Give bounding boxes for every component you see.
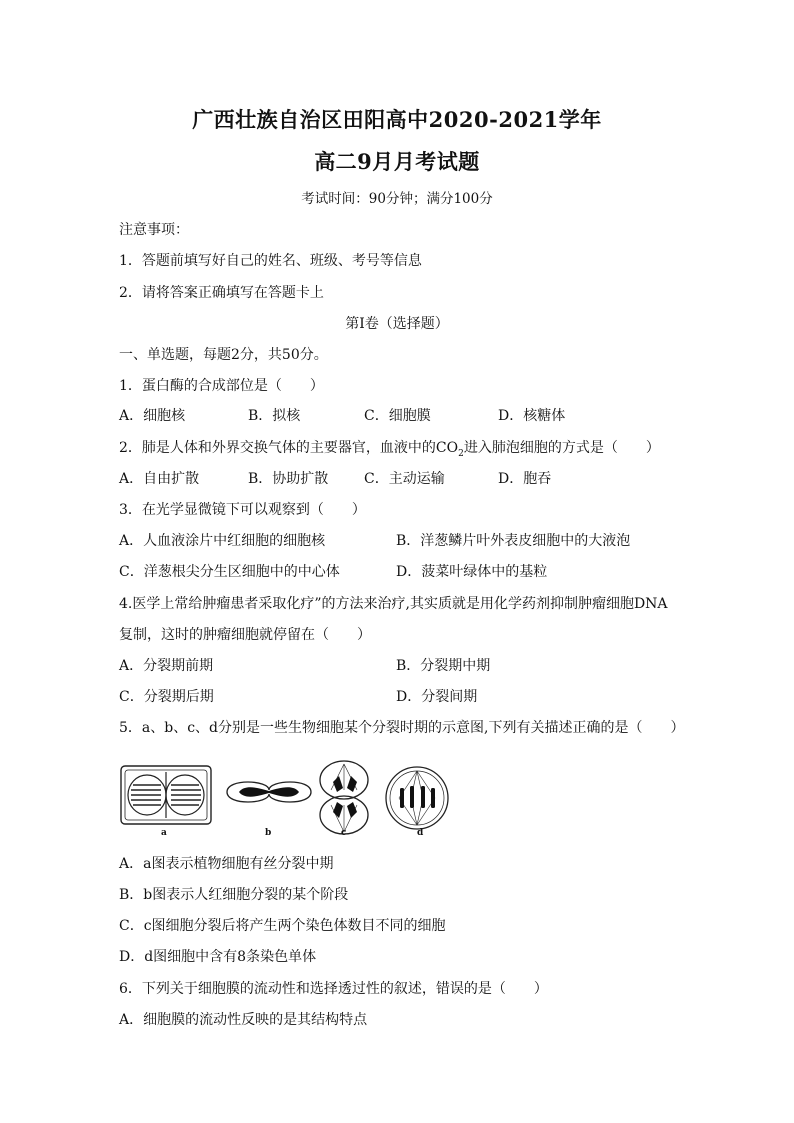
question-2-option-b: B．协助扩散 xyxy=(248,471,329,487)
question-2-stem-post: 进入肺泡细胞的方式是（ ） xyxy=(463,440,660,456)
question-5-option-b: B．b图表示人红细胞分裂的某个阶段 xyxy=(119,887,349,903)
question-4-option-a: A．分裂期前期 xyxy=(119,658,214,674)
question-5-stem: 5．a、b、c、d分别是一些生物细胞某个分裂时期的示意图,下列有关描述正确的是（ ） xyxy=(119,720,685,736)
figure-label-a: a xyxy=(161,828,167,838)
question-3-option-a: A．人血液涂片中红细胞的细胞核 xyxy=(119,533,326,549)
section-heading: 一、单选题，每题2分，共50分。 xyxy=(119,347,328,363)
figure-label-d: d xyxy=(417,828,424,838)
part-title: 第I卷（选择题） xyxy=(345,316,449,332)
question-4-option-c: C．分裂期后期 xyxy=(119,689,214,705)
question-4-stem-line1: 4.医学上常给肿瘤患者采取化疗”的方法来治疗,其实质就是用化学药剂抑制肿瘤细胞DNA xyxy=(119,596,668,612)
exam-info: 考试时间：90分钟；满分100分 xyxy=(301,191,493,207)
question-1-option-d: D．核糖体 xyxy=(498,408,566,424)
figure-label-c: c xyxy=(341,828,347,838)
cell-b-drawing xyxy=(227,782,311,802)
question-4-option-b: B．分裂期中期 xyxy=(396,658,491,674)
question-1-option-a: A．细胞核 xyxy=(119,408,186,424)
question-3-option-d: D．菠菜叶绿体中的基粒 xyxy=(396,564,548,580)
question-5-option-c: C．c图细胞分裂后将产生两个染色体数目不同的细胞 xyxy=(119,918,446,934)
co2-subscript: 2 xyxy=(458,448,464,459)
question-4-stem-line2: 复制，这时的肿瘤细胞就停留在（ ） xyxy=(119,627,371,643)
exam-title-line2: 高二9月月考试题 xyxy=(314,149,480,174)
notes-heading: 注意事项： xyxy=(119,222,189,238)
question-1-option-c: C．细胞膜 xyxy=(364,408,431,424)
cell-division-figure xyxy=(119,760,449,842)
question-1-option-b: B．拟核 xyxy=(248,408,301,424)
question-6-option-a: A．细胞膜的流动性反映的是其结构特点 xyxy=(119,1012,368,1028)
question-2-option-c: C．主动运输 xyxy=(364,471,445,487)
notes-item-1: 1．答题前填写好自己的姓名、班级、考号等信息 xyxy=(119,253,422,269)
question-6-stem: 6．下列关于细胞膜的流动性和选择透过性的叙述，错误的是（ ） xyxy=(119,981,548,997)
question-3-stem: 3．在光学显微镜下可以观察到（ ） xyxy=(119,502,366,518)
cell-c-drawing xyxy=(320,761,368,834)
question-2-option-d: D．胞吞 xyxy=(498,471,552,487)
cell-a-drawing xyxy=(121,766,211,824)
question-3-option-c: C．洋葱根尖分生区细胞中的中心体 xyxy=(119,564,340,580)
figure-label-b: b xyxy=(265,828,272,838)
question-2-option-a: A．自由扩散 xyxy=(119,471,200,487)
cell-d-drawing xyxy=(386,767,448,829)
question-4-option-d: D．分裂间期 xyxy=(396,689,478,705)
question-5-option-d: D．d图细胞中含有8条染色单体 xyxy=(119,949,317,965)
question-2-stem xyxy=(119,437,660,459)
question-2-stem-pre: 2．肺是人体和外界交换气体的主要器官，血液中的CO xyxy=(119,440,459,456)
question-3-option-b: B．洋葱鳞片叶外表皮细胞中的大液泡 xyxy=(396,533,631,549)
notes-item-2: 2．请将答案正确填写在答题卡上 xyxy=(119,285,324,301)
question-1-stem: 1．蛋白酶的合成部位是（ ） xyxy=(119,378,324,394)
exam-title-line1: 广西壮族自治区田阳高中2020-2021学年 xyxy=(192,107,602,132)
question-5-option-a: A．a图表示植物细胞有丝分裂中期 xyxy=(119,856,334,872)
